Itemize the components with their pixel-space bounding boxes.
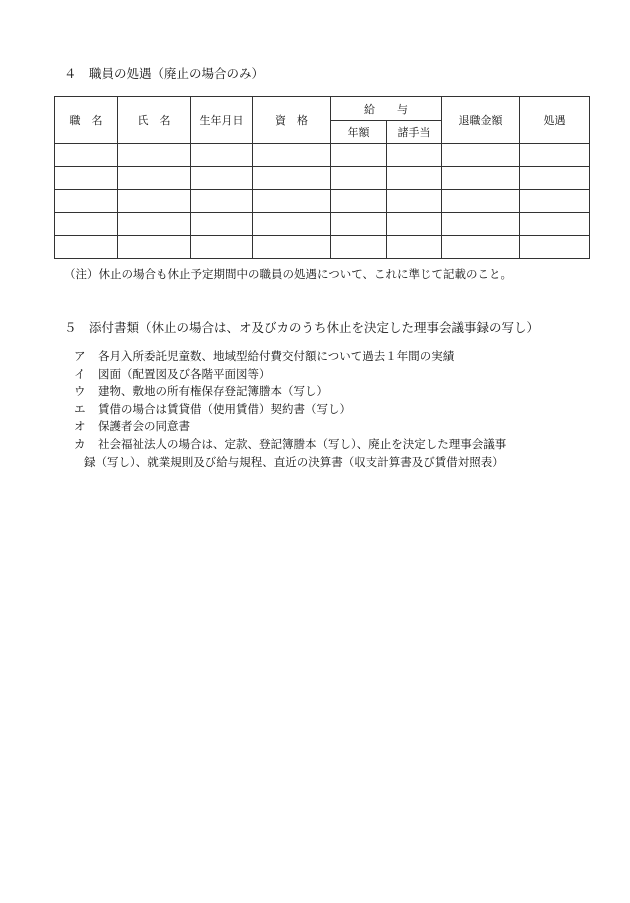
table-cell <box>331 236 387 259</box>
table-cell <box>118 167 191 190</box>
attachment-list <box>74 348 506 471</box>
table-cell <box>331 144 387 167</box>
table-cell <box>191 167 253 190</box>
table-cell <box>253 236 331 259</box>
section-4-heading: ４ 職員の処遇（廃止の場合のみ） <box>64 66 265 81</box>
table-cell <box>55 213 118 236</box>
table-cell <box>387 190 442 213</box>
item-text: 建物、敷地の所有権保存登記簿謄本（写し） <box>98 384 328 399</box>
col-header-position: 職 名 <box>55 97 118 144</box>
item-marker: イ <box>74 366 86 381</box>
table-cell <box>442 213 520 236</box>
item-text: 図面（配置図及び各階平面図等） <box>98 366 271 381</box>
table-cell <box>520 213 590 236</box>
table-cell <box>55 144 118 167</box>
table-cell <box>331 190 387 213</box>
item-marker: カ <box>74 436 86 451</box>
table-cell <box>520 144 590 167</box>
col-header-birthdate: 生年月日 <box>191 97 253 144</box>
table-cell <box>55 190 118 213</box>
table-cell <box>387 144 442 167</box>
table-row <box>55 167 590 190</box>
item-marker: オ <box>74 419 86 434</box>
table-cell <box>442 144 520 167</box>
item-text: 各月入所委託児童数、地域型給付費交付額について過去１年間の実績 <box>98 349 455 363</box>
table-cell <box>118 144 191 167</box>
col-header-name: 氏 名 <box>118 97 191 144</box>
table-cell <box>191 144 253 167</box>
table-cell <box>118 190 191 213</box>
staff-treatment-table <box>54 96 590 259</box>
table-cell <box>191 236 253 259</box>
table-cell <box>387 236 442 259</box>
table-cell <box>55 236 118 259</box>
col-header-retirement-pay: 退職金額 <box>442 97 520 144</box>
table-cell <box>118 213 191 236</box>
table-note: （注）休止の場合も休止予定期間中の職員の処遇について、これに準じて記載のこと。 <box>64 267 513 281</box>
table-cell <box>253 167 331 190</box>
table-row <box>55 190 590 213</box>
table-cell <box>331 167 387 190</box>
attachment-item-continuation: 録（写し）、就業規則及び給与規程、直近の決算書（収支計算書及び賃借対照表） <box>84 454 504 469</box>
item-marker: ア <box>74 349 86 363</box>
table-cell <box>520 190 590 213</box>
attachment-item <box>74 366 506 384</box>
table-cell <box>520 167 590 190</box>
col-header-salary: 給 与 <box>331 97 442 121</box>
item-text: 賃借の場合は賃貸借（使用賃借）契約書（写し） <box>98 401 351 416</box>
table-cell <box>520 236 590 259</box>
table-cell <box>442 190 520 213</box>
table-row <box>55 144 590 167</box>
col-header-salary-annual: 年額 <box>331 121 387 144</box>
table-cell <box>191 213 253 236</box>
attachment-item <box>74 436 506 454</box>
table-cell <box>118 236 191 259</box>
attachment-item <box>74 383 506 401</box>
table-cell <box>253 144 331 167</box>
section-5-heading: ５ 添付書類（休止の場合は、オ及びカのうち休止を決定した理事会議事録の写し） <box>64 320 540 335</box>
col-header-qualification: 資 格 <box>253 97 331 144</box>
table-cell <box>55 167 118 190</box>
item-text: 保護者会の同意書 <box>98 419 190 434</box>
item-text: 社会福祉法人の場合は、定款、登記簿謄本（写し）、廃止を決定した理事会議事 <box>98 436 507 451</box>
table-cell <box>253 190 331 213</box>
table-cell <box>387 167 442 190</box>
table-cell <box>191 190 253 213</box>
attachment-item <box>74 348 506 366</box>
table-cell <box>253 213 331 236</box>
table-row <box>55 213 590 236</box>
attachment-item <box>74 418 506 436</box>
table-cell <box>387 213 442 236</box>
table-cell <box>442 167 520 190</box>
col-header-treatment: 処遇 <box>520 97 590 144</box>
table-row <box>55 236 590 259</box>
col-header-salary-allowances: 諸手当 <box>387 121 442 144</box>
table-cell <box>442 236 520 259</box>
table-cell <box>331 213 387 236</box>
item-marker: エ <box>74 401 86 416</box>
attachment-item <box>74 401 506 419</box>
item-marker: ウ <box>74 384 86 399</box>
